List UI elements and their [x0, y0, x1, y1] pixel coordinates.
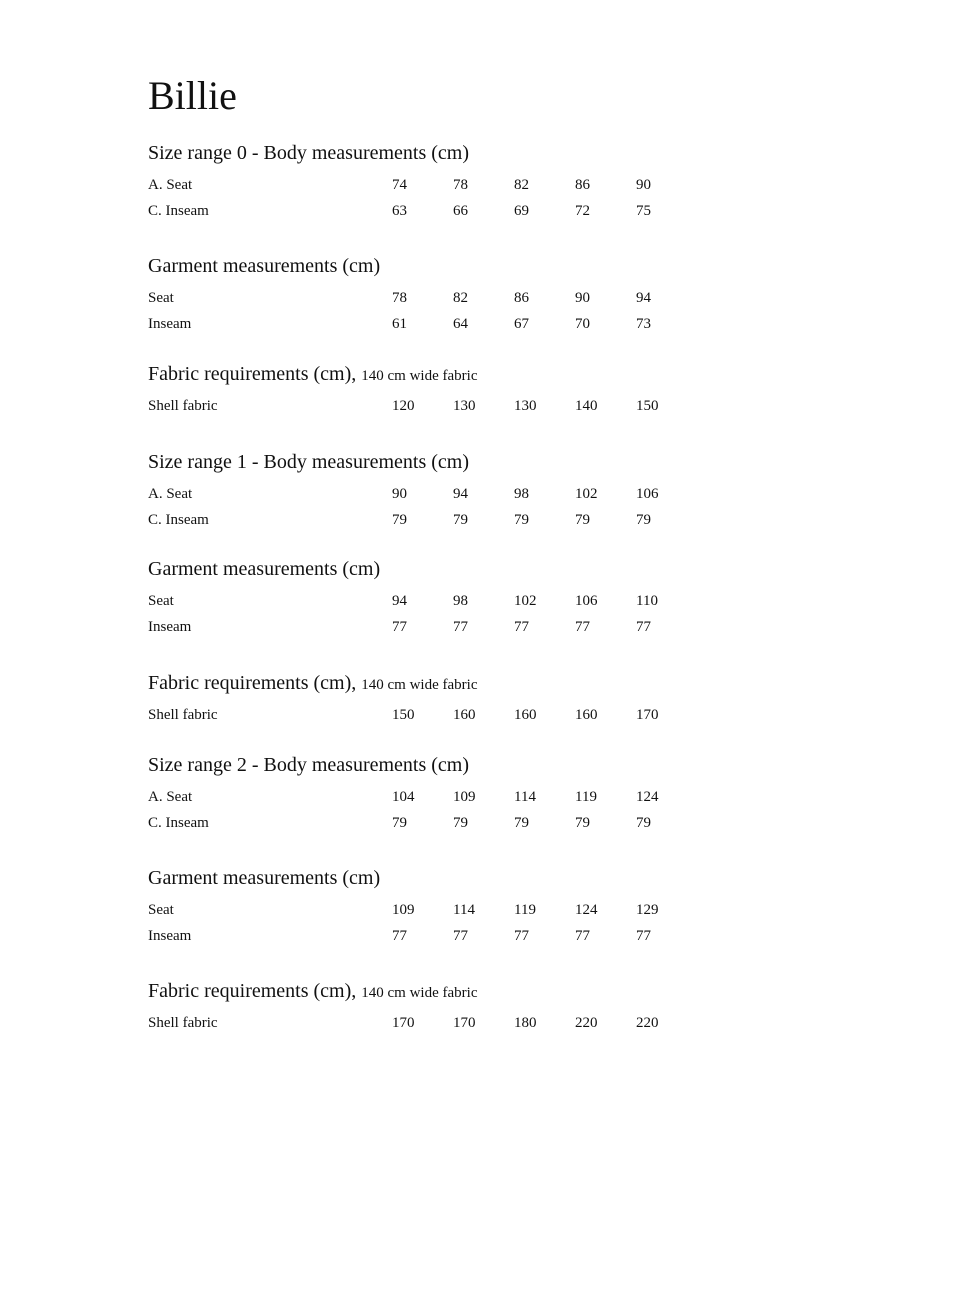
- size-value: 77: [453, 619, 468, 635]
- row-label: C. Inseam: [148, 512, 209, 528]
- size-value: 79: [392, 512, 407, 528]
- table-row: [148, 198, 748, 224]
- garment-measurements-0-section: [148, 253, 748, 337]
- section-heading: [148, 978, 748, 1004]
- size-value: 106: [575, 593, 598, 609]
- size-value: 102: [575, 486, 598, 502]
- size-value: 220: [636, 1015, 659, 1031]
- section-heading: [148, 670, 748, 696]
- size-range-2-body-section: [148, 752, 748, 836]
- section-heading-text: Size range 0 - Body measurements (cm): [148, 142, 470, 164]
- size-value: 77: [514, 619, 529, 635]
- size-value: 160: [575, 707, 598, 723]
- size-value: 220: [575, 1015, 598, 1031]
- section-heading-text: Garment measurements (cm): [148, 255, 381, 277]
- size-value: 130: [514, 398, 537, 414]
- size-value: 66: [453, 203, 468, 219]
- size-value: 119: [514, 902, 536, 918]
- garment-measurements-1-section: [148, 556, 748, 640]
- fabric-width-note: 140 cm wide fabric: [361, 985, 478, 1001]
- size-value: 90: [392, 486, 407, 502]
- size-value: 170: [453, 1015, 476, 1031]
- section-heading: [148, 752, 748, 778]
- size-value: 160: [514, 707, 537, 723]
- table-row: [148, 588, 748, 614]
- fabric-requirements-0-section: [148, 361, 748, 419]
- table-row: [148, 393, 748, 419]
- size-value: 75: [636, 203, 651, 219]
- size-value: 98: [514, 486, 529, 502]
- size-value: 78: [453, 177, 468, 193]
- garment-measurements-2-section: [148, 865, 748, 949]
- size-value: 79: [575, 512, 590, 528]
- size-value: 77: [575, 619, 590, 635]
- size-value: 150: [636, 398, 659, 414]
- size-value: 109: [453, 789, 476, 805]
- table-row: [148, 285, 748, 311]
- fabric-requirements-2-section: [148, 978, 748, 1036]
- size-value: 110: [636, 593, 658, 609]
- size-value: 119: [575, 789, 597, 805]
- size-value: 63: [392, 203, 407, 219]
- section-heading-text: Garment measurements (cm): [148, 867, 381, 889]
- row-label: C. Inseam: [148, 815, 209, 831]
- size-value: 94: [453, 486, 468, 502]
- size-value: 77: [392, 928, 407, 944]
- section-heading-text: Size range 2 - Body measurements (cm): [148, 754, 470, 776]
- row-label: Inseam: [148, 316, 192, 332]
- size-range-0-body-section: [148, 140, 748, 224]
- table-row: [148, 311, 748, 337]
- size-value: 77: [453, 928, 468, 944]
- size-value: 104: [392, 789, 415, 805]
- size-value: 180: [514, 1015, 537, 1031]
- size-value: 74: [392, 177, 407, 193]
- table-row: [148, 897, 748, 923]
- size-value: 120: [392, 398, 415, 414]
- size-value: 109: [392, 902, 415, 918]
- size-value: 160: [453, 707, 476, 723]
- size-value: 61: [392, 316, 407, 332]
- fabric-requirements-1-section: [148, 670, 748, 728]
- size-value: 77: [514, 928, 529, 944]
- table-row: [148, 614, 748, 640]
- size-value: 140: [575, 398, 598, 414]
- fabric-width-note: 140 cm wide fabric: [361, 368, 478, 384]
- row-label: A. Seat: [148, 789, 193, 805]
- size-value: 79: [575, 815, 590, 831]
- size-value: 77: [636, 928, 651, 944]
- row-label: Inseam: [148, 619, 192, 635]
- size-range-1-body-section: [148, 449, 748, 533]
- size-value: 130: [453, 398, 476, 414]
- size-value: 70: [575, 316, 590, 332]
- row-label: Shell fabric: [148, 707, 218, 723]
- page-title: Billie: [148, 73, 237, 118]
- table-row: [148, 923, 748, 949]
- size-value: 102: [514, 593, 537, 609]
- row-label: Seat: [148, 290, 174, 306]
- size-value: 79: [636, 512, 651, 528]
- size-value: 150: [392, 707, 415, 723]
- section-heading: [148, 449, 748, 475]
- size-value: 106: [636, 486, 659, 502]
- size-value: 79: [514, 512, 529, 528]
- size-value: 72: [575, 203, 590, 219]
- size-value: 90: [636, 177, 651, 193]
- row-label: Inseam: [148, 928, 192, 944]
- size-value: 79: [514, 815, 529, 831]
- row-label: A. Seat: [148, 486, 193, 502]
- table-row: [148, 702, 748, 728]
- size-value: 82: [453, 290, 468, 306]
- size-value: 82: [514, 177, 529, 193]
- size-value: 79: [453, 512, 468, 528]
- size-value: 98: [453, 593, 468, 609]
- table-row: [148, 1010, 748, 1036]
- size-value: 124: [636, 789, 659, 805]
- size-value: 77: [575, 928, 590, 944]
- size-value: 79: [636, 815, 651, 831]
- row-label: Shell fabric: [148, 1015, 218, 1031]
- table-row: [148, 481, 748, 507]
- size-value: 170: [392, 1015, 415, 1031]
- section-heading: [148, 253, 748, 279]
- size-value: 94: [636, 290, 651, 306]
- size-value: 170: [636, 707, 659, 723]
- section-heading-text: Fabric requirements (cm),: [148, 363, 357, 385]
- table-row: [148, 507, 748, 533]
- size-value: 67: [514, 316, 529, 332]
- size-value: 94: [392, 593, 407, 609]
- row-label: A. Seat: [148, 177, 193, 193]
- size-value: 86: [514, 290, 529, 306]
- row-label: Seat: [148, 593, 174, 609]
- section-heading: [148, 140, 748, 166]
- section-heading-text: Garment measurements (cm): [148, 558, 381, 580]
- table-row: [148, 810, 748, 836]
- size-value: 64: [453, 316, 468, 332]
- section-heading-text: Fabric requirements (cm),: [148, 980, 357, 1002]
- size-value: 73: [636, 316, 651, 332]
- fabric-width-note: 140 cm wide fabric: [361, 677, 478, 693]
- size-value: 79: [392, 815, 407, 831]
- section-heading: [148, 556, 748, 582]
- table-row: [148, 172, 748, 198]
- size-value: 86: [575, 177, 590, 193]
- section-heading: [148, 865, 748, 891]
- section-heading: [148, 361, 748, 387]
- size-value: 69: [514, 203, 529, 219]
- size-value: 77: [392, 619, 407, 635]
- size-value: 124: [575, 902, 598, 918]
- table-row: [148, 784, 748, 810]
- section-heading-text: Fabric requirements (cm),: [148, 672, 357, 694]
- size-value: 114: [453, 902, 475, 918]
- size-value: 78: [392, 290, 407, 306]
- size-value: 90: [575, 290, 590, 306]
- size-value: 114: [514, 789, 536, 805]
- section-heading-text: Size range 1 - Body measurements (cm): [148, 451, 470, 473]
- row-label: Seat: [148, 902, 174, 918]
- row-label: Shell fabric: [148, 398, 218, 414]
- size-value: 77: [636, 619, 651, 635]
- size-value: 79: [453, 815, 468, 831]
- size-value: 129: [636, 902, 659, 918]
- row-label: C. Inseam: [148, 203, 209, 219]
